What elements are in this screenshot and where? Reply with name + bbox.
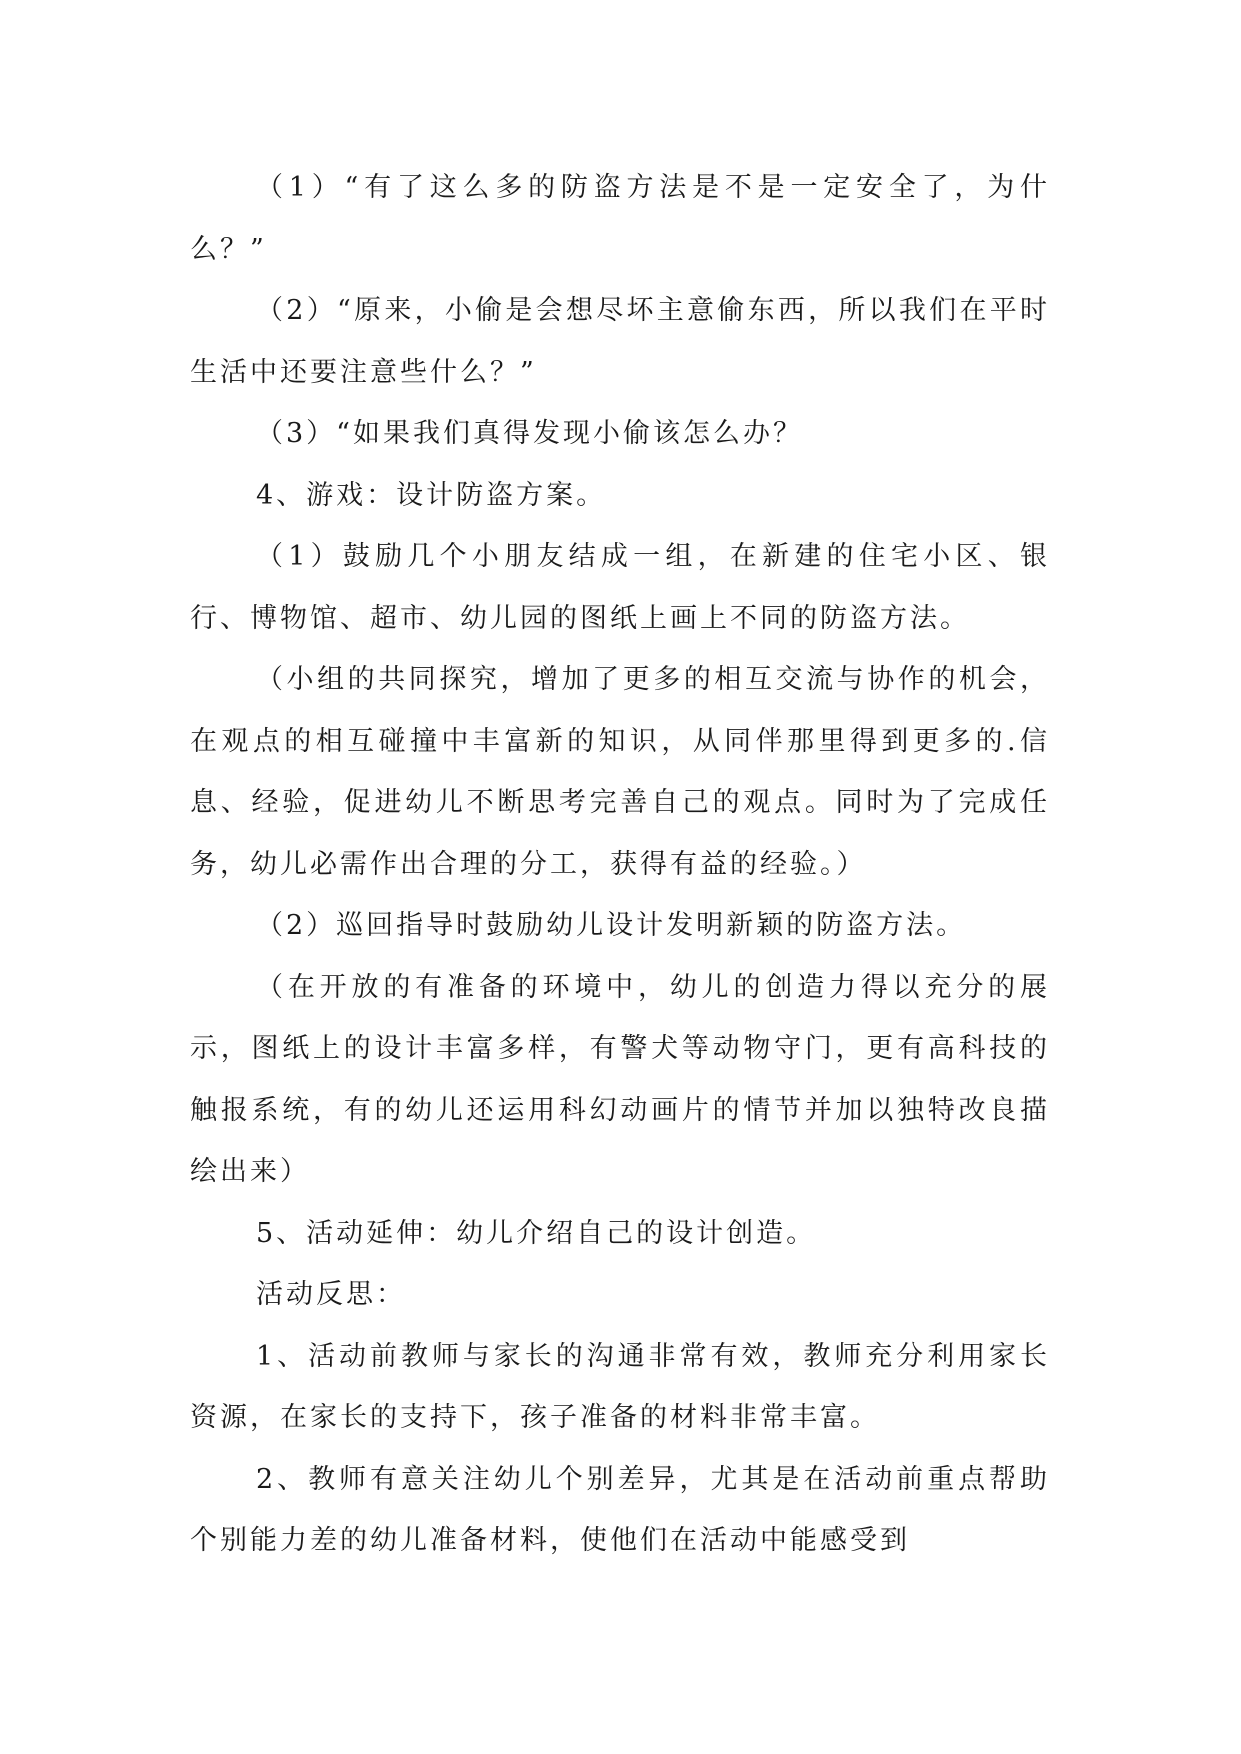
paragraph-reflection-heading: 活动反思： (256, 1279, 406, 1310)
paragraph-note-1: （小组的共同探究，增加了更多的相互交流与协作的机会，在观点的相互碰撞中丰富新的知识，从同伴那里得到更多的.信息、经验，促进幼儿不断思考完善自己的观点。同时为了完成任务，幼儿必需作出合理的分工，获得有益的经验。） (190, 664, 1050, 880)
paragraph-step-5: 5、活动延伸：幼儿介绍自己的设计创造。 (256, 1217, 817, 1249)
paragraph-reflection-2: 2、教师有意关注幼儿个别差异，尤其是在活动前重点帮助个别能力差的幼儿准备材料，使他们在活动中能感受到 (190, 1463, 1050, 1556)
paragraph-question-3: （3）“如果我们真得发现小偷该怎么办？ (256, 418, 803, 449)
paragraph-step-4-item-2: （2）巡回指导时鼓励幼儿设计发明新颖的防盗方法。 (256, 910, 967, 941)
paragraph-reflection-1: 1、活动前教师与家长的沟通非常有效，教师充分利用家长资源，在家长的支持下，孩子准备的材料非常丰富。 (190, 1340, 1050, 1433)
document-body (190, 157, 1050, 1572)
paragraph-note-2: （在开放的有准备的环境中，幼儿的创造力得以充分的展示，图纸上的设计丰富多样，有警犬等动物守门，更有高科技的触报系统，有的幼儿还运用科幻动画片的情节并加以独特改良描绘出来） (190, 971, 1050, 1187)
paragraph-question-2: （2）“原来，小偷是会想尽坏主意偷东西，所以我们在平时生活中还要注意些什么？” (190, 295, 1050, 388)
paragraph-step-4: 4、游戏：设计防盗方案。 (256, 479, 607, 511)
paragraph-question-1: （1）“有了这么多的防盗方法是不是一定安全了，为什么？” (190, 172, 1050, 265)
paragraph-step-4-item-1: （1）鼓励几个小朋友结成一组，在新建的住宅小区、银行、博物馆、超市、幼儿园的图纸上画上不同的防盗方法。 (190, 541, 1050, 634)
